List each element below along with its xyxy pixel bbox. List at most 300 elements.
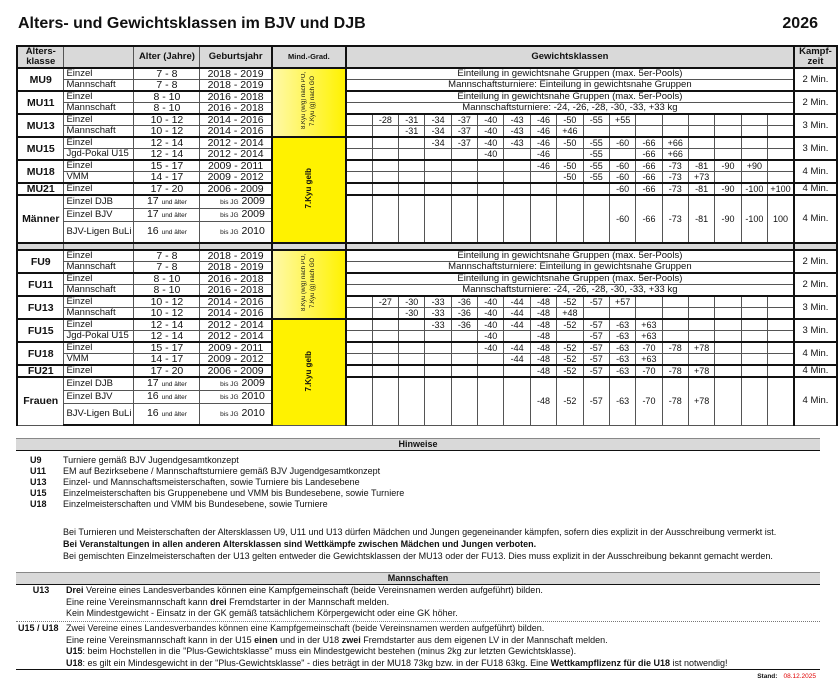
ms-u1518-l3: : beim Hochstellen in die "Plus-Gewichtsklasse" muss ein Mindestgewicht bestehen (minus 2kg zur letzten Gewichtsklasse). [82, 646, 577, 656]
weight-class-cell [715, 319, 741, 331]
gewichtsklassen-span-cell: Mannschaftsturniere: Einteilung in gewichtsnahe Gruppen [346, 80, 794, 92]
weight-class-cell: 100 [768, 195, 794, 243]
weight-class-cell [715, 354, 741, 366]
weight-class-cell [425, 160, 451, 172]
weight-class-cell [504, 365, 530, 377]
kampfzeit-cell: 4 Min. [794, 183, 837, 195]
weight-class-cell [451, 377, 477, 425]
hinweis-item [30, 477, 404, 488]
weight-class-cell: -48 [530, 308, 556, 320]
weight-class-cell: -30 [399, 308, 425, 320]
weight-class-cell [636, 126, 662, 138]
weight-class-cell: -40 [478, 308, 504, 320]
ms-u13-l3: Kein Mindestgewicht - Einsatz in der GK gemäß tatsächlichem Körpergewicht oder eine GK höher. [66, 608, 458, 618]
weight-class-cell: -81 [688, 160, 714, 172]
weight-class-cell: -100 [741, 183, 767, 195]
weight-class-cell: -48 [530, 365, 556, 377]
weight-class-cell: -30 [399, 296, 425, 308]
weight-class-cell [662, 308, 688, 320]
alter-cell: 10 - 12 [134, 296, 200, 308]
weight-class-cell: -55 [583, 160, 609, 172]
weight-class-cell: -44 [504, 296, 530, 308]
alter-cell: 7 - 8 [134, 250, 200, 262]
weight-class-cell [688, 331, 714, 343]
weight-class-cell [741, 354, 767, 366]
weight-class-cell [346, 149, 372, 161]
hinweis-text: EM auf Bezirksebene / Mannschaftsturniere gemäß BJV Jugendgesamtkonzept [63, 466, 381, 476]
weight-class-cell: +100 [768, 183, 794, 195]
weight-class-cell [399, 319, 425, 331]
table-row [17, 262, 837, 274]
weight-class-cell [557, 149, 583, 161]
geburtsjahr-cell: 2018 - 2019 [200, 68, 272, 80]
weight-class-cell [504, 195, 530, 243]
altersklasse-cell: MU11 [17, 91, 64, 114]
weight-class-cell [346, 308, 372, 320]
hinweis-key: U18 [30, 499, 47, 509]
weight-class-cell: -40 [478, 342, 504, 354]
weight-class-cell [425, 365, 451, 377]
weight-class-cell [741, 296, 767, 308]
weight-class-cell [399, 137, 425, 149]
table-row [17, 319, 837, 331]
table-row [17, 183, 837, 195]
weight-class-cell [688, 137, 714, 149]
weight-class-cell [662, 331, 688, 343]
geburtsjahr-cell: 2012 - 2014 [200, 149, 272, 161]
altersklasse-cell: MU9 [17, 68, 64, 91]
weight-class-cell: -81 [688, 183, 714, 195]
geburtsjahr-cell: 2006 - 2009 [200, 183, 272, 195]
kampfzeit-cell: 4 Min. [794, 365, 837, 377]
weight-class-cell: -52 [557, 377, 583, 425]
weight-class-cell [451, 172, 477, 184]
weight-class-cell: -48 [530, 319, 556, 331]
table-row [17, 114, 837, 126]
weight-class-cell: -63 [609, 342, 635, 354]
table-row [17, 195, 837, 209]
alter-cell: 17 - 20 [134, 183, 200, 195]
weight-class-cell: -90 [715, 160, 741, 172]
female-section [17, 250, 837, 425]
alter-value: 17 [146, 195, 159, 207]
weight-class-cell [609, 126, 635, 138]
spacer-cell [272, 243, 346, 250]
weight-class-cell: -44 [504, 354, 530, 366]
weight-class-cell: -40 [478, 331, 504, 343]
header-altersklasse: Alters-klasse [17, 46, 64, 68]
weight-class-cell [688, 354, 714, 366]
altersklasse-cell: Frauen [17, 377, 64, 425]
ms-u1518-l4: : es gilt ein Mindesgewicht in der "Plus-Gewichtsklasse" - dies beträgt in der MU18 73kg bzw. in der FU18 63kg. Eine [82, 657, 551, 668]
altersklasse-cell: FU9 [17, 250, 64, 273]
table-row [17, 273, 837, 285]
weight-class-cell: +90 [741, 160, 767, 172]
weight-class-cell [662, 126, 688, 138]
alter-value: 16 [146, 390, 159, 402]
spacer-cell [346, 243, 794, 250]
hinweis-item [30, 455, 404, 466]
weight-class-cell [425, 172, 451, 184]
weight-class-cell [530, 183, 556, 195]
disziplin-cell: Einzel [64, 114, 134, 126]
stand-label: Stand: [757, 673, 778, 680]
gewichtsklassen-span-cell: Einteilung in gewichtsnahe Gruppen (max. 5er-Pools) [346, 250, 794, 262]
geburtsjahr-cell [200, 195, 272, 209]
weight-class-cell: -33 [425, 308, 451, 320]
geburtsjahr-cell: 2014 - 2016 [200, 114, 272, 126]
weight-class-cell: -48 [530, 354, 556, 366]
kampfzeit-cell: 4 Min. [794, 160, 837, 183]
weight-class-cell [715, 377, 741, 425]
weight-class-cell: -57 [583, 342, 609, 354]
weight-class-cell [504, 377, 530, 425]
table-row [17, 377, 837, 391]
weight-class-cell: -46 [530, 149, 556, 161]
disziplin-cell: Einzel [64, 250, 134, 262]
altersklasse-cell: MU13 [17, 114, 64, 137]
weight-class-cell [346, 126, 372, 138]
disziplin-cell: BJV-Ligen BuLi [64, 404, 134, 426]
alter-cell [134, 209, 200, 222]
weight-class-cell [741, 319, 767, 331]
alter-cell: 14 - 17 [134, 172, 200, 184]
weight-class-cell [346, 354, 372, 366]
weight-class-cell [741, 149, 767, 161]
geburtsjahr-cell: 2012 - 2014 [200, 331, 272, 343]
weight-class-cell [451, 160, 477, 172]
weight-class-cell [451, 195, 477, 243]
geburtsjahr-cell: 2016 - 2018 [200, 273, 272, 285]
weight-class-cell [372, 195, 398, 243]
male-section [17, 68, 837, 243]
altersklasse-cell: Männer [17, 195, 64, 243]
weight-class-cell: +57 [609, 296, 635, 308]
hinweis-para-1: Bei Turnieren und Meisterschaften der Altersklassen U9, U11 und U13 dürfen Mädchen und Jungen gegeneinander kämpfen, sofern dies explizit in der Ausschreibung vermerkt ist. [63, 527, 777, 537]
weight-class-cell [399, 172, 425, 184]
weight-class-cell: -37 [451, 126, 477, 138]
weight-class-cell: -34 [425, 126, 451, 138]
disziplin-cell: Mannschaft [64, 80, 134, 92]
disziplin-cell: VMM [64, 354, 134, 366]
weight-class-cell [425, 377, 451, 425]
weight-class-cell [557, 195, 583, 243]
und-aelter-label: und älter [161, 411, 187, 418]
weight-class-cell [399, 342, 425, 354]
weight-class-cell [741, 126, 767, 138]
weight-class-cell: -73 [662, 183, 688, 195]
weight-class-cell: -57 [583, 354, 609, 366]
weight-class-cell: -90 [715, 195, 741, 243]
weight-class-cell: -52 [557, 296, 583, 308]
table-row [17, 354, 837, 366]
weight-class-cell [346, 137, 372, 149]
weight-class-cell [451, 354, 477, 366]
weight-class-cell [715, 149, 741, 161]
weight-class-cell: -60 [609, 183, 635, 195]
weight-class-cell: -70 [636, 342, 662, 354]
weight-class-cell: -46 [530, 137, 556, 149]
kampfzeit-cell: 3 Min. [794, 114, 837, 137]
kampfzeit-cell: 2 Min. [794, 68, 837, 91]
weight-class-cell [715, 365, 741, 377]
weight-class-cell [768, 377, 794, 425]
weight-class-cell [478, 160, 504, 172]
gewichtsklassen-span-cell: Mannschaftsturniere: -24, -26, -28, -30, -33, +33 kg [346, 285, 794, 297]
mind-grad-young-text: 8.Kyu (w/g) nach PO, 7.Kyu (g) nach GO [300, 253, 316, 312]
disziplin-cell: Mannschaft [64, 126, 134, 138]
weight-class-cell [372, 160, 398, 172]
hinweise-list [30, 455, 404, 510]
disziplin-cell: Mannschaft [64, 285, 134, 297]
weight-class-cell: -46 [530, 160, 556, 172]
weight-class-cell [530, 172, 556, 184]
spacer-cell [17, 243, 64, 250]
weight-class-cell [715, 331, 741, 343]
mind-grad-older-text: 7.Kyu gelb [304, 168, 314, 209]
weight-class-cell: -44 [504, 308, 530, 320]
weight-class-cell: -52 [557, 319, 583, 331]
weight-class-cell [557, 331, 583, 343]
weight-class-cell [662, 296, 688, 308]
table-row [17, 172, 837, 184]
weight-class-cell [688, 114, 714, 126]
alter-cell: 10 - 12 [134, 308, 200, 320]
weight-class-cell: +48 [557, 308, 583, 320]
hinweis-key: U9 [30, 455, 42, 465]
mind-grad-young-cell [272, 68, 346, 137]
gewichtsklassen-span-cell: Mannschaftsturniere: -24, -26, -28, -30, -33, +33 kg [346, 103, 794, 115]
disziplin-cell: Einzel DJB [64, 377, 134, 391]
weight-class-cell: -40 [478, 126, 504, 138]
weight-class-cell [636, 308, 662, 320]
table-row [17, 149, 837, 161]
weight-class-cell: -73 [662, 172, 688, 184]
weight-class-table [16, 45, 838, 426]
weight-class-cell [451, 365, 477, 377]
disziplin-cell: VMM [64, 172, 134, 184]
weight-class-cell [346, 172, 372, 184]
table-row [17, 250, 837, 262]
gewichtsklassen-span-cell: Einteilung in gewichtsnahe Gruppen (max. 5er-Pools) [346, 68, 794, 80]
mannschaften-header: Mannschaften [16, 572, 820, 585]
weight-class-cell: -31 [399, 114, 425, 126]
alter-value: 16 [146, 407, 159, 419]
weight-class-cell [478, 172, 504, 184]
weight-class-cell [372, 354, 398, 366]
weight-class-cell: -55 [583, 114, 609, 126]
alter-cell [134, 195, 200, 209]
weight-class-cell: +78 [688, 365, 714, 377]
disziplin-cell: Mannschaft [64, 308, 134, 320]
spacer-row [17, 243, 837, 250]
disziplin-cell: Mannschaft [64, 262, 134, 274]
weight-class-cell [451, 149, 477, 161]
weight-class-cell [741, 308, 767, 320]
geburtsjahr-cell [200, 404, 272, 426]
weight-class-cell: -33 [425, 319, 451, 331]
disziplin-cell: Einzel DJB [64, 195, 134, 209]
weight-class-cell: -37 [451, 114, 477, 126]
disziplin-cell: Einzel [64, 342, 134, 354]
weight-class-cell [478, 195, 504, 243]
weight-class-cell: -50 [557, 137, 583, 149]
disziplin-cell: Einzel [64, 319, 134, 331]
altersklasse-cell: FU18 [17, 342, 64, 365]
weight-class-cell: -50 [557, 172, 583, 184]
ms-u13-l2a: Eine reine Vereinsmannschaft kann [66, 596, 211, 607]
ms-key-u15u18: U15 / U18 [18, 623, 59, 633]
weight-class-cell: -36 [451, 319, 477, 331]
weight-class-cell: -81 [688, 195, 714, 243]
hinweis-key: U11 [30, 466, 47, 476]
hinweis-text: Einzel- und Mannschaftsmeisterschaften, sowie Turniere bis Landesebene [63, 477, 360, 487]
spacer-cell [794, 243, 837, 250]
weight-class-cell [715, 114, 741, 126]
alter-cell: 8 - 10 [134, 103, 200, 115]
weight-class-cell [768, 114, 794, 126]
weight-class-cell [425, 354, 451, 366]
weight-class-cell [425, 331, 451, 343]
weight-class-cell: -34 [425, 137, 451, 149]
weight-class-cell [636, 296, 662, 308]
header-disziplin [64, 46, 134, 68]
alter-cell: 12 - 14 [134, 331, 200, 343]
weight-class-cell [768, 319, 794, 331]
kampfzeit-cell: 2 Min. [794, 250, 837, 273]
mind-grad-young-cell [272, 250, 346, 319]
weight-class-cell [372, 126, 398, 138]
weight-class-cell [372, 149, 398, 161]
weight-class-cell [346, 114, 372, 126]
weight-class-cell [372, 377, 398, 425]
disziplin-cell: Jgd-Pokal U15 [64, 331, 134, 343]
geburtsjahr-cell: 2014 - 2016 [200, 308, 272, 320]
ms-u1518-l4e: ist notwendig! [670, 657, 728, 668]
weight-class-cell [768, 149, 794, 161]
geburtsjahr-cell: 2012 - 2014 [200, 137, 272, 149]
weight-class-cell: -66 [636, 183, 662, 195]
weight-class-cell: +78 [688, 342, 714, 354]
weight-class-cell [399, 377, 425, 425]
weight-class-cell: -52 [557, 342, 583, 354]
weight-class-cell [583, 195, 609, 243]
alter-cell: 8 - 10 [134, 285, 200, 297]
weight-class-cell [372, 308, 398, 320]
mannschaften-u15-u18 [16, 621, 820, 670]
ms-u1518-l2b: einen [254, 634, 278, 645]
weight-class-cell: -63 [609, 331, 635, 343]
mind-grad-older-text: 7.Kyu gelb [304, 350, 314, 391]
altersklasse-cell: FU21 [17, 365, 64, 377]
weight-class-cell: -73 [662, 160, 688, 172]
alter-cell: 14 - 17 [134, 354, 200, 366]
weight-class-cell [504, 331, 530, 343]
weight-class-cell: -66 [636, 160, 662, 172]
weight-class-cell: -57 [583, 296, 609, 308]
mind-grad-older-cell [272, 319, 346, 425]
alter-cell: 12 - 14 [134, 149, 200, 161]
altersklasse-cell: FU13 [17, 296, 64, 319]
weight-class-cell: -33 [425, 296, 451, 308]
disziplin-cell: Einzel [64, 68, 134, 80]
table-row [17, 296, 837, 308]
weight-class-cell [609, 308, 635, 320]
weight-class-cell: -55 [583, 172, 609, 184]
alter-cell: 17 - 20 [134, 365, 200, 377]
weight-class-cell [504, 172, 530, 184]
weight-class-cell [609, 149, 635, 161]
weight-class-cell: -57 [583, 365, 609, 377]
jg-value: 2009 [241, 195, 265, 207]
weight-class-cell [741, 342, 767, 354]
alter-value: 17 [146, 208, 159, 220]
disziplin-cell: Jgd-Pokal U15 [64, 149, 134, 161]
bis-jg-label: bis JG [220, 394, 239, 401]
weight-class-cell [346, 365, 372, 377]
jg-value: 2010 [241, 390, 265, 402]
weight-class-cell: -50 [557, 114, 583, 126]
weight-class-cell: -40 [478, 296, 504, 308]
weight-class-cell [583, 183, 609, 195]
geburtsjahr-cell: 2016 - 2018 [200, 91, 272, 103]
weight-class-cell [662, 114, 688, 126]
alter-cell: 7 - 8 [134, 262, 200, 274]
weight-class-cell: +66 [662, 137, 688, 149]
kampfzeit-cell: 2 Min. [794, 91, 837, 114]
weight-class-cell [346, 296, 372, 308]
disziplin-cell: Einzel [64, 365, 134, 377]
weight-class-cell: -48 [530, 331, 556, 343]
hinweis-text: Einzelmeisterschaften und VMM bis Bundesebene, sowie Turniere [63, 499, 328, 509]
weight-class-cell [451, 331, 477, 343]
ms-key-u13: U13 [32, 585, 50, 595]
weight-class-cell: +63 [636, 319, 662, 331]
weight-class-cell [425, 183, 451, 195]
geburtsjahr-cell: 2018 - 2019 [200, 250, 272, 262]
weight-class-cell: -66 [636, 149, 662, 161]
und-aelter-label: und älter [161, 212, 187, 219]
geburtsjahr-cell: 2012 - 2014 [200, 319, 272, 331]
weight-class-cell [372, 365, 398, 377]
kampfzeit-cell: 3 Min. [794, 296, 837, 319]
weight-class-cell [768, 172, 794, 184]
weight-class-cell [688, 319, 714, 331]
weight-class-cell: -31 [399, 126, 425, 138]
weight-class-cell [583, 308, 609, 320]
weight-class-cell [346, 377, 372, 425]
geburtsjahr-cell [200, 209, 272, 222]
ms-u1518-l4b: U18 [66, 657, 83, 668]
weight-class-cell [741, 377, 767, 425]
spacer-cell [134, 243, 200, 250]
weight-class-cell: -48 [530, 342, 556, 354]
table-row [17, 331, 837, 343]
weight-class-cell [741, 137, 767, 149]
bis-jg-label: bis JG [220, 212, 239, 219]
hinweis-key: U15 [30, 488, 47, 498]
alter-cell [134, 404, 200, 426]
geburtsjahr-cell [200, 391, 272, 404]
geburtsjahr-cell: 2009 - 2012 [200, 354, 272, 366]
table-row [17, 285, 837, 297]
weight-class-cell [425, 195, 451, 243]
weight-class-cell: -52 [557, 365, 583, 377]
weight-class-cell: -63 [609, 354, 635, 366]
ms-u1518-l4b2: Wettkampflizenz für die U18 [550, 657, 670, 668]
geburtsjahr-cell: 2006 - 2009 [200, 365, 272, 377]
weight-class-cell: +73 [688, 172, 714, 184]
